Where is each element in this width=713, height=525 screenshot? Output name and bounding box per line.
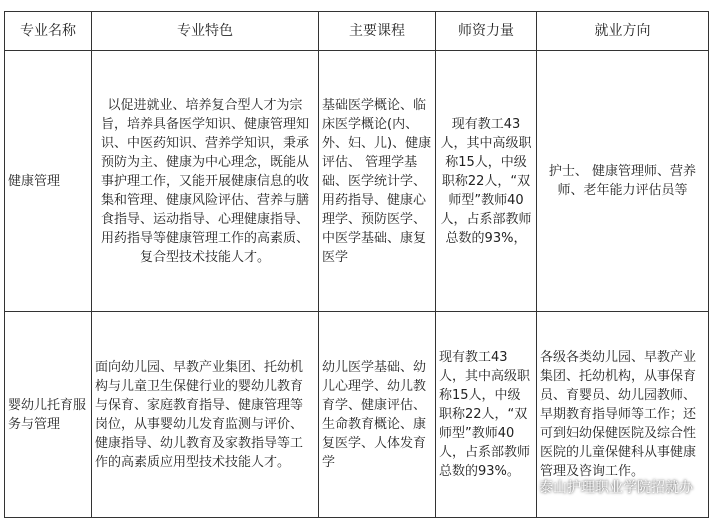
career-cell: 护士、 健康管理师、营养师、老年能力评估员等 [537, 51, 709, 312]
header-name: 专业名称 [5, 12, 92, 51]
header-row [5, 12, 709, 51]
major-table [4, 11, 709, 518]
header-faculty: 师资力量 [436, 12, 537, 51]
watermark-text: 泰山护理职业学院招就办 [539, 480, 693, 496]
table-row [5, 51, 709, 312]
major-name-cell: 健康管理 [5, 51, 92, 312]
header-career: 就业方向 [537, 12, 709, 51]
feature-cell: 以促进就业、培养复合型人才为宗旨，培养具备医学知识、健康管理知识、中医药知识、营养学知识，秉承预防为主、健康为中心理念，既能从事护理工作，又能开展健康信息的收集和管理、健康风险评估、营养与膳食指导、运动指导、心理健康指导、用药指导等健康管理工作的高素质、复合型技术技能人才。 [92, 51, 319, 312]
feature-cell: 面向幼儿园、早教产业集团、托幼机构与儿童卫生保健行业的婴幼儿教育与保育、家庭教育指导、健康管理等岗位，从事婴幼儿发育监测与评价、健康指导、幼儿教育及家教指导等工作的高素质应用型技术技能人才。 [92, 312, 319, 518]
header-courses: 主要课程 [319, 12, 436, 51]
faculty-cell: 现有教工43人，其中高级职称15人，中级职称22人，“双师型”教师40人，占系部教师总数的93%。 [436, 312, 537, 518]
career-cell: 各级各类幼儿园、早教产业集团、托幼机构，从事保育员、育婴员、幼儿园教师、早期教育指导师等工作；还可到妇幼保健医院及综合性医院的儿童保健科从事健康管理及咨询工作。 [537, 312, 709, 518]
wechat-icon [513, 479, 535, 495]
courses-cell: 基础医学概论、临床医学概论(内、外、妇、儿)、健康评估、 管理学基础、医学统计学、用药指导、健康心理学、预防医学、中医学基础、康复医学 [319, 51, 436, 312]
faculty-cell: 现有教工43人，其中高级职称15人，中级职称22人，“双师型”教师40人，占系部教师总数的93%， [436, 51, 537, 312]
header-feature: 专业特色 [92, 12, 319, 51]
watermark [513, 477, 693, 497]
courses-cell: 幼儿医学基础、幼儿心理学、幼儿教育学、健康评估、生命教育概论、康复医学、人体发育学 [319, 312, 436, 518]
major-name-cell: 婴幼儿托育服务与管理 [5, 312, 92, 518]
